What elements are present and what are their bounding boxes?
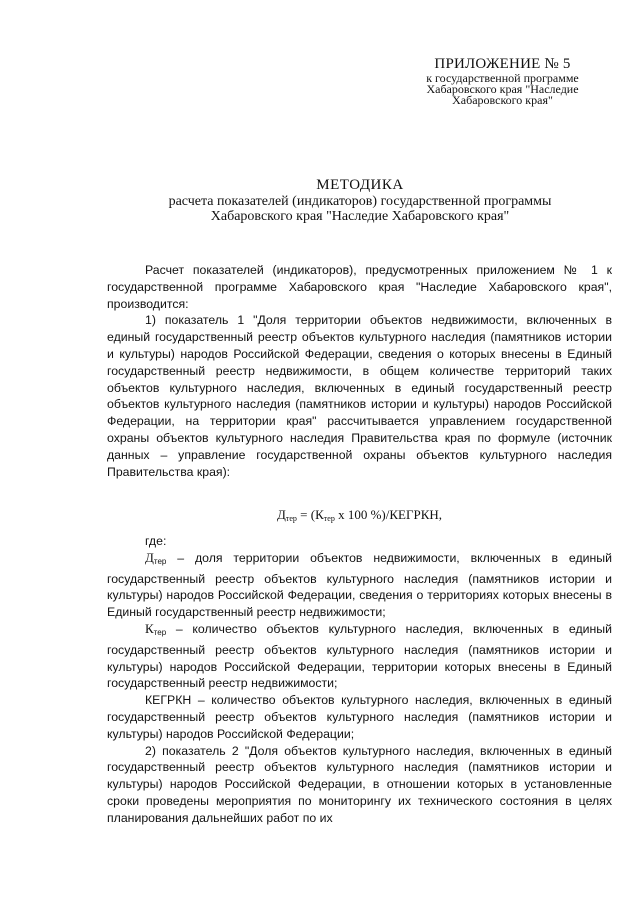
indicator-2-paragraph: 2) показатель 2 "Доля объектов культурного наследия, включенных в единый государственный реестр объектов культурного наследия (памятников истории и культуры) народов Российской Федерации, в отношении которых в установленные сроки проведены мероприятия по мониторингу их технического состояния в целях планирования дальнейших работ по их xyxy=(107,743,612,825)
heading-subtitle-2: Хабаровского края "Наследие Хабаровского края" xyxy=(210,209,510,224)
heading-subtitle-1: расчета показателей (индикаторов) государственной программы xyxy=(168,194,552,209)
appendix-line-3: Хабаровского края" xyxy=(452,93,553,107)
appendix-title: ПРИЛОЖЕНИЕ № 5 xyxy=(434,56,571,72)
formula xyxy=(107,507,612,523)
formula-rest: x 100 %)/КЕГРКН, xyxy=(334,507,442,522)
def-k-letter: К xyxy=(145,620,154,636)
appendix-block xyxy=(400,56,605,106)
document-body-top xyxy=(107,262,612,480)
document-body-bottom xyxy=(107,533,612,827)
heading-title: МЕТОДИКА xyxy=(316,177,404,193)
def-d-sub: тер xyxy=(153,556,167,566)
definition-d xyxy=(107,550,612,621)
formula-d-letter: Д xyxy=(277,507,286,522)
document-heading xyxy=(100,176,620,224)
intro-paragraph: Расчет показателей (индикаторов), предусмотренных приложением № 1 к государственной программе Хабаровского края "Наследие Хабаровского края", производится: xyxy=(107,263,612,311)
formula-k-letter: К xyxy=(315,507,324,522)
appendix-line-2: Хабаровского края "Наследие xyxy=(426,82,579,96)
def-d-text: – доля территории объектов недвижимости, включенных в единый государственный реестр объектов культурного наследия (памятников истории и культуры) народов Российской Федерации, сведения о территориях которых внесены в Единый государственный реестр недвижимости; xyxy=(107,550,612,620)
formula-d-sub: тер xyxy=(285,514,297,523)
definition-kegrkn: КЕГРКН – количество объектов культурного наследия, включенных в единый государственный реестр объектов культурного наследия (памятников истории и культуры) народов Российской Федерации; xyxy=(107,693,612,741)
def-d-letter: Д xyxy=(145,549,154,565)
definition-k xyxy=(107,621,612,692)
where-label: где: xyxy=(145,534,167,548)
formula-k-sub: тер xyxy=(323,514,335,523)
appendix-line-1: к государственной программе xyxy=(426,71,579,85)
formula-eq: = ( xyxy=(296,507,316,522)
indicator-1-paragraph: 1) показатель 1 "Доля территории объектов недвижимости, включенных в единый государственный реестр объектов культурного наследия (памятников истории и культуры) народов Российской Федерации, сведения о которых внесены в Единый государственный реестр недвижимости, в общем количестве территорий таких объектов культурного наследия, включенных в единый государственный реестр объектов культурного наследия (памятников истории и культуры) народов Российской Федерации, на территории края" рассчитывается управлением государственной охраны объектов культурного наследия Правительства края по формуле (источник данных – управление государственной охраны объектов культурного наследия Правительства края): xyxy=(107,313,612,479)
def-k-sub: тер xyxy=(153,627,167,637)
def-k-text: – количество объектов культурного наследия, включенных в единый государственный реестр объектов культурного наследия (памятников истории и культуры) народов Российской Федерации, территории которых внесены в Единый государственный реестр недвижимости; xyxy=(107,621,612,691)
